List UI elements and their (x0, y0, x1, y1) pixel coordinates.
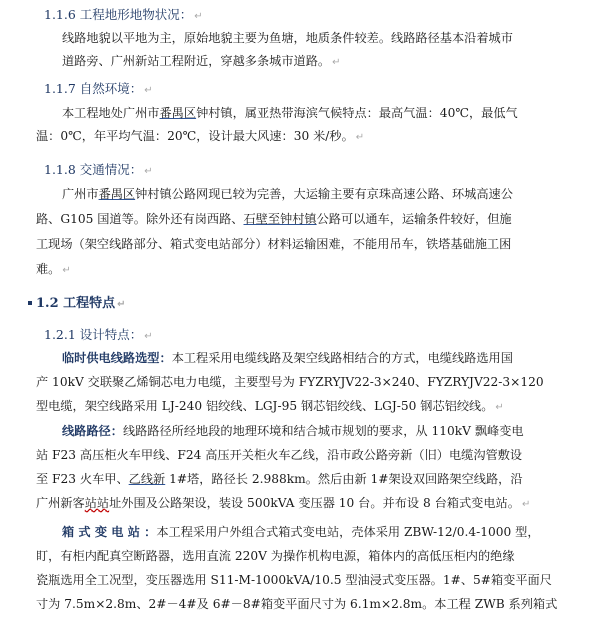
underlined-text: 番禺区 (159, 106, 197, 120)
text-line (36, 571, 552, 588)
text-line (62, 185, 513, 202)
line-text: 站 F23 高压柜火车甲线、F24 高压开关柜火车乙线，沿市政公路旁新（旧）电缆沟管敷设 (36, 448, 523, 462)
text-line (62, 29, 513, 46)
line-text: 道路旁、广州新站工程附近，穿越多条城市道路。 (62, 54, 331, 68)
heading-1-2-1 (44, 325, 153, 343)
text-line (36, 235, 511, 252)
heading-text: 1.2.1 设计特点： (44, 327, 143, 342)
text-line (36, 210, 512, 227)
spellcheck-text: 站站 (84, 496, 110, 510)
bold-label: 线路路径： (62, 424, 123, 438)
line-text: 本工程采用电缆线路及架空线路相结合的方式，电缆线路选用国 (171, 351, 513, 365)
line-text: 公路可以通车，运输条件较好，但施 (316, 212, 512, 226)
heading-1-1-6 (44, 5, 203, 23)
line-text: 难。 (36, 262, 61, 276)
text-line (36, 494, 530, 511)
paragraph-mark: ↵ (117, 299, 126, 310)
line-text: 本工程采用户外组合式箱式变电站，壳体采用 ZBW-12/0.4-1000 型， (156, 525, 540, 539)
underlined-text: 番禺区 (98, 187, 136, 201)
line-text: 址外围及公路架设，装设 500kVA 变压器 10 台。并布设 8 台箱式变电站。 (109, 496, 520, 510)
line-text: 线路路径所经地段的地理环境和结合城市规划的要求，从 110kV 飘峰变电 (122, 424, 524, 438)
line-text: 钟村镇，属亚热带海滨气候特点：最高气温：40℃，最低气 (196, 106, 518, 120)
text-line (36, 397, 504, 414)
heading-text: 1.1.7 自然环境： (44, 81, 143, 96)
line-text: 盯，有柜内配真空断路器，选用直流 220V 为操作机构电源，箱体内的高低压柜内的绝缘 (36, 549, 515, 563)
heading-text: 1.2 工程特点 (36, 296, 116, 311)
paragraph-mark: ↵ (144, 85, 153, 96)
paragraph-mark: ↵ (332, 57, 341, 68)
bold-label: 箱 式 变 电 站 ： (62, 525, 157, 539)
heading-text: 1.1.8 交通情况： (44, 162, 143, 177)
text-line (36, 595, 557, 612)
text-line (36, 470, 523, 487)
heading-1-2 (28, 292, 126, 311)
text-line (62, 523, 540, 540)
underlined-text: 石壁至钟村镇 (243, 212, 317, 226)
heading-1-1-7 (44, 79, 153, 97)
line-text: 型电缆，架空线路采用 LJ-240 铝绞线、LGJ-95 钢芯铝绞线、LGJ-50 钢芯铝绞线。 (36, 399, 494, 413)
paragraph-mark: ↵ (144, 166, 153, 177)
underlined-text: 乙线新 (128, 472, 166, 486)
text-line (36, 260, 71, 277)
text-line (36, 446, 522, 463)
line-text: 至 F23 火车甲、 (36, 472, 129, 486)
line-text: 1#塔，路径长 2.988km。然后由新 1#架设双回路架空线路，沿 (165, 472, 523, 486)
bold-label: 临时供电线路选型： (62, 351, 172, 365)
paragraph-mark: ↵ (194, 11, 203, 22)
line-text: 寸为 7.5m×2.8m、2#－4#及 6#－8#箱变平面尺寸为 6.1m×2.8m。本工程 ZWB 系列箱式 (36, 597, 558, 611)
line-text: 广州新客 (36, 496, 85, 510)
text-line (36, 547, 515, 564)
heading-text: 1.1.6 工程地形地物状况： (44, 7, 193, 22)
text-line (62, 422, 524, 439)
text-line (62, 104, 518, 121)
line-text: 瓷瓶选用全工况型，变压器选用 S11-M-1000kVA/10.5 型油浸式变压器。1#、5#箱变平面尺 (36, 573, 552, 587)
text-line (36, 127, 364, 144)
line-text: 工现场（架空线路部分、箱式变电站部分）材料运输困难，不能用吊车，铁塔基础施工困 (36, 237, 512, 251)
text-line (62, 349, 513, 366)
line-text: 钟村镇公路网现已较为完善，大运输主要有京珠高速公路、环城高速公 (135, 187, 513, 201)
paragraph-mark: ↵ (521, 499, 531, 510)
text-line (36, 373, 544, 390)
line-text: 温：0℃，年平均气温：20℃，设计最大风速：30 米/秒。 (36, 129, 354, 143)
heading-bullet (28, 301, 32, 305)
line-text: 广州市 (62, 187, 99, 201)
heading-1-1-8 (44, 160, 153, 178)
paragraph-mark: ↵ (62, 265, 71, 276)
text-line (62, 52, 341, 69)
line-text: 产 10kV 交联聚乙烯铜芯电力电缆，主要型号为 FYZRYJV22-3×240、FYZRYJV22-3×120 (36, 375, 544, 389)
paragraph-mark: ↵ (495, 402, 504, 413)
line-text: 路、G105 国道等。除外还有岗西路、 (36, 212, 244, 226)
line-text: 线路地貌以平地为主，原始地貌主要为鱼塘，地质条件较差。线路路径基本沿着城市 (62, 31, 513, 45)
line-text: 本工程地处广州市 (62, 106, 160, 120)
paragraph-mark: ↵ (355, 132, 365, 143)
paragraph-mark: ↵ (144, 331, 153, 342)
